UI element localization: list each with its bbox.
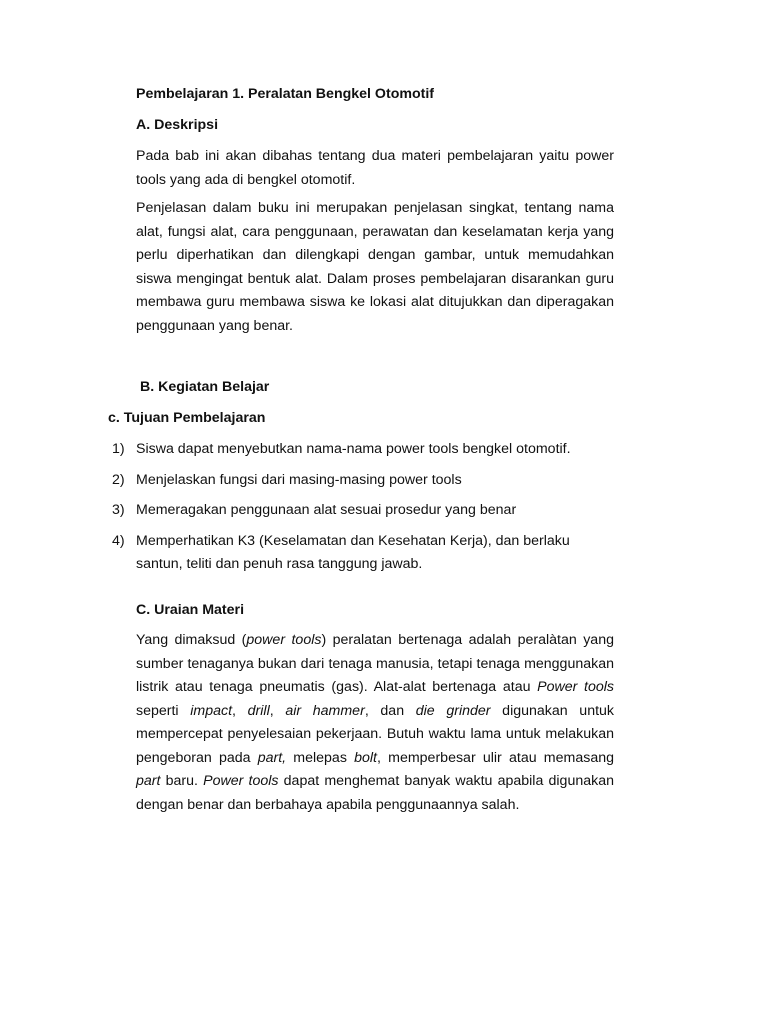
heading-uraian-materi: C. Uraian Materi xyxy=(136,602,245,618)
paragraph-deskripsi-1: Pada bab ini akan dibahas tentang dua materi pembelajaran yaitu power tools yang ada di bengkel otomotif. xyxy=(136,148,614,188)
italic-term: air hammer xyxy=(285,702,365,719)
list-text: Siswa dapat menyebutkan nama-nama power tools bengkel otomotif. xyxy=(136,441,571,457)
list-number: 1) xyxy=(112,441,125,457)
italic-term: part xyxy=(136,773,161,789)
paragraph-deskripsi-2: Penjelasan dalam buku ini merupakan penjelasan singkat, tentang nama alat, fungsi alat, cara penggunaan, perawatan dan keselamatan kerja yang perlu diperhatikan dan dilengkapi dengan gambar, untuk memudahkan siswa mengingat bentuk alat. Dalam proses pembelajaran disarankan guru membawa guru membawa siswa ke lokasi alat ditujukkan dan diperagakan penggunaan yang benar. xyxy=(136,200,614,334)
italic-term: impact xyxy=(190,702,233,719)
paragraph-uraian-materi: Yang dimaksud (power tools) peralatan bertenaga adalah peralàtan yang sumber tenaganya bukan dari tenaga manusia, tetapi tenaga menggunakan listrik atau tenaga pneumatis (gas). Alat-alat bertenaga atau Power tools seperti impact, drill, air hammer, dan die grinder digunakan untuk mempercepat penyelesaian pekerjaan. Butuh waktu lama untuk melakukan pengeboran pada part, melepas bolt, memperbesar ulir atau memasang part baru. Power tools dapat menghemat banyak waktu apabila digunakan dengan benar dan berbahaya apabila penggunaannya salah. xyxy=(136,632,615,813)
list-item xyxy=(112,469,614,493)
list-text: Menjelaskan fungsi dari masing-masing power tools xyxy=(136,471,462,488)
list-number: 4) xyxy=(112,532,125,549)
list-number: 2) xyxy=(112,471,125,488)
italic-term: Power tools xyxy=(537,679,614,695)
italic-term: die grinder xyxy=(415,702,491,719)
list-text: Memperhatikan K3 (Keselamatan dan Kesehatan Kerja), dan berlaku santun, teliti dan penuh rasa tanggung jawab. xyxy=(136,532,570,572)
heading-tujuan-pembelajaran: c. Tujuan Pembelajaran xyxy=(108,410,266,426)
page-title: Pembelajaran 1. Peralatan Bengkel Otomotif xyxy=(136,86,435,102)
list-item xyxy=(112,530,614,577)
italic-term: drill xyxy=(247,702,270,719)
list-text: Memeragakan penggunaan alat sesuai prosedur yang benar xyxy=(136,502,517,518)
heading-kegiatan-belajar: B. Kegiatan Belajar xyxy=(140,379,270,395)
heading-deskripsi: A. Deskripsi xyxy=(136,117,219,133)
list-item xyxy=(112,499,614,523)
italic-term: Power tools xyxy=(203,773,279,789)
list-item xyxy=(112,438,614,462)
tujuan-list xyxy=(112,438,614,584)
italic-term: power tools xyxy=(246,632,322,648)
italic-term: part, xyxy=(257,749,287,766)
italic-term: bolt xyxy=(354,749,377,766)
list-number: 3) xyxy=(112,502,125,518)
